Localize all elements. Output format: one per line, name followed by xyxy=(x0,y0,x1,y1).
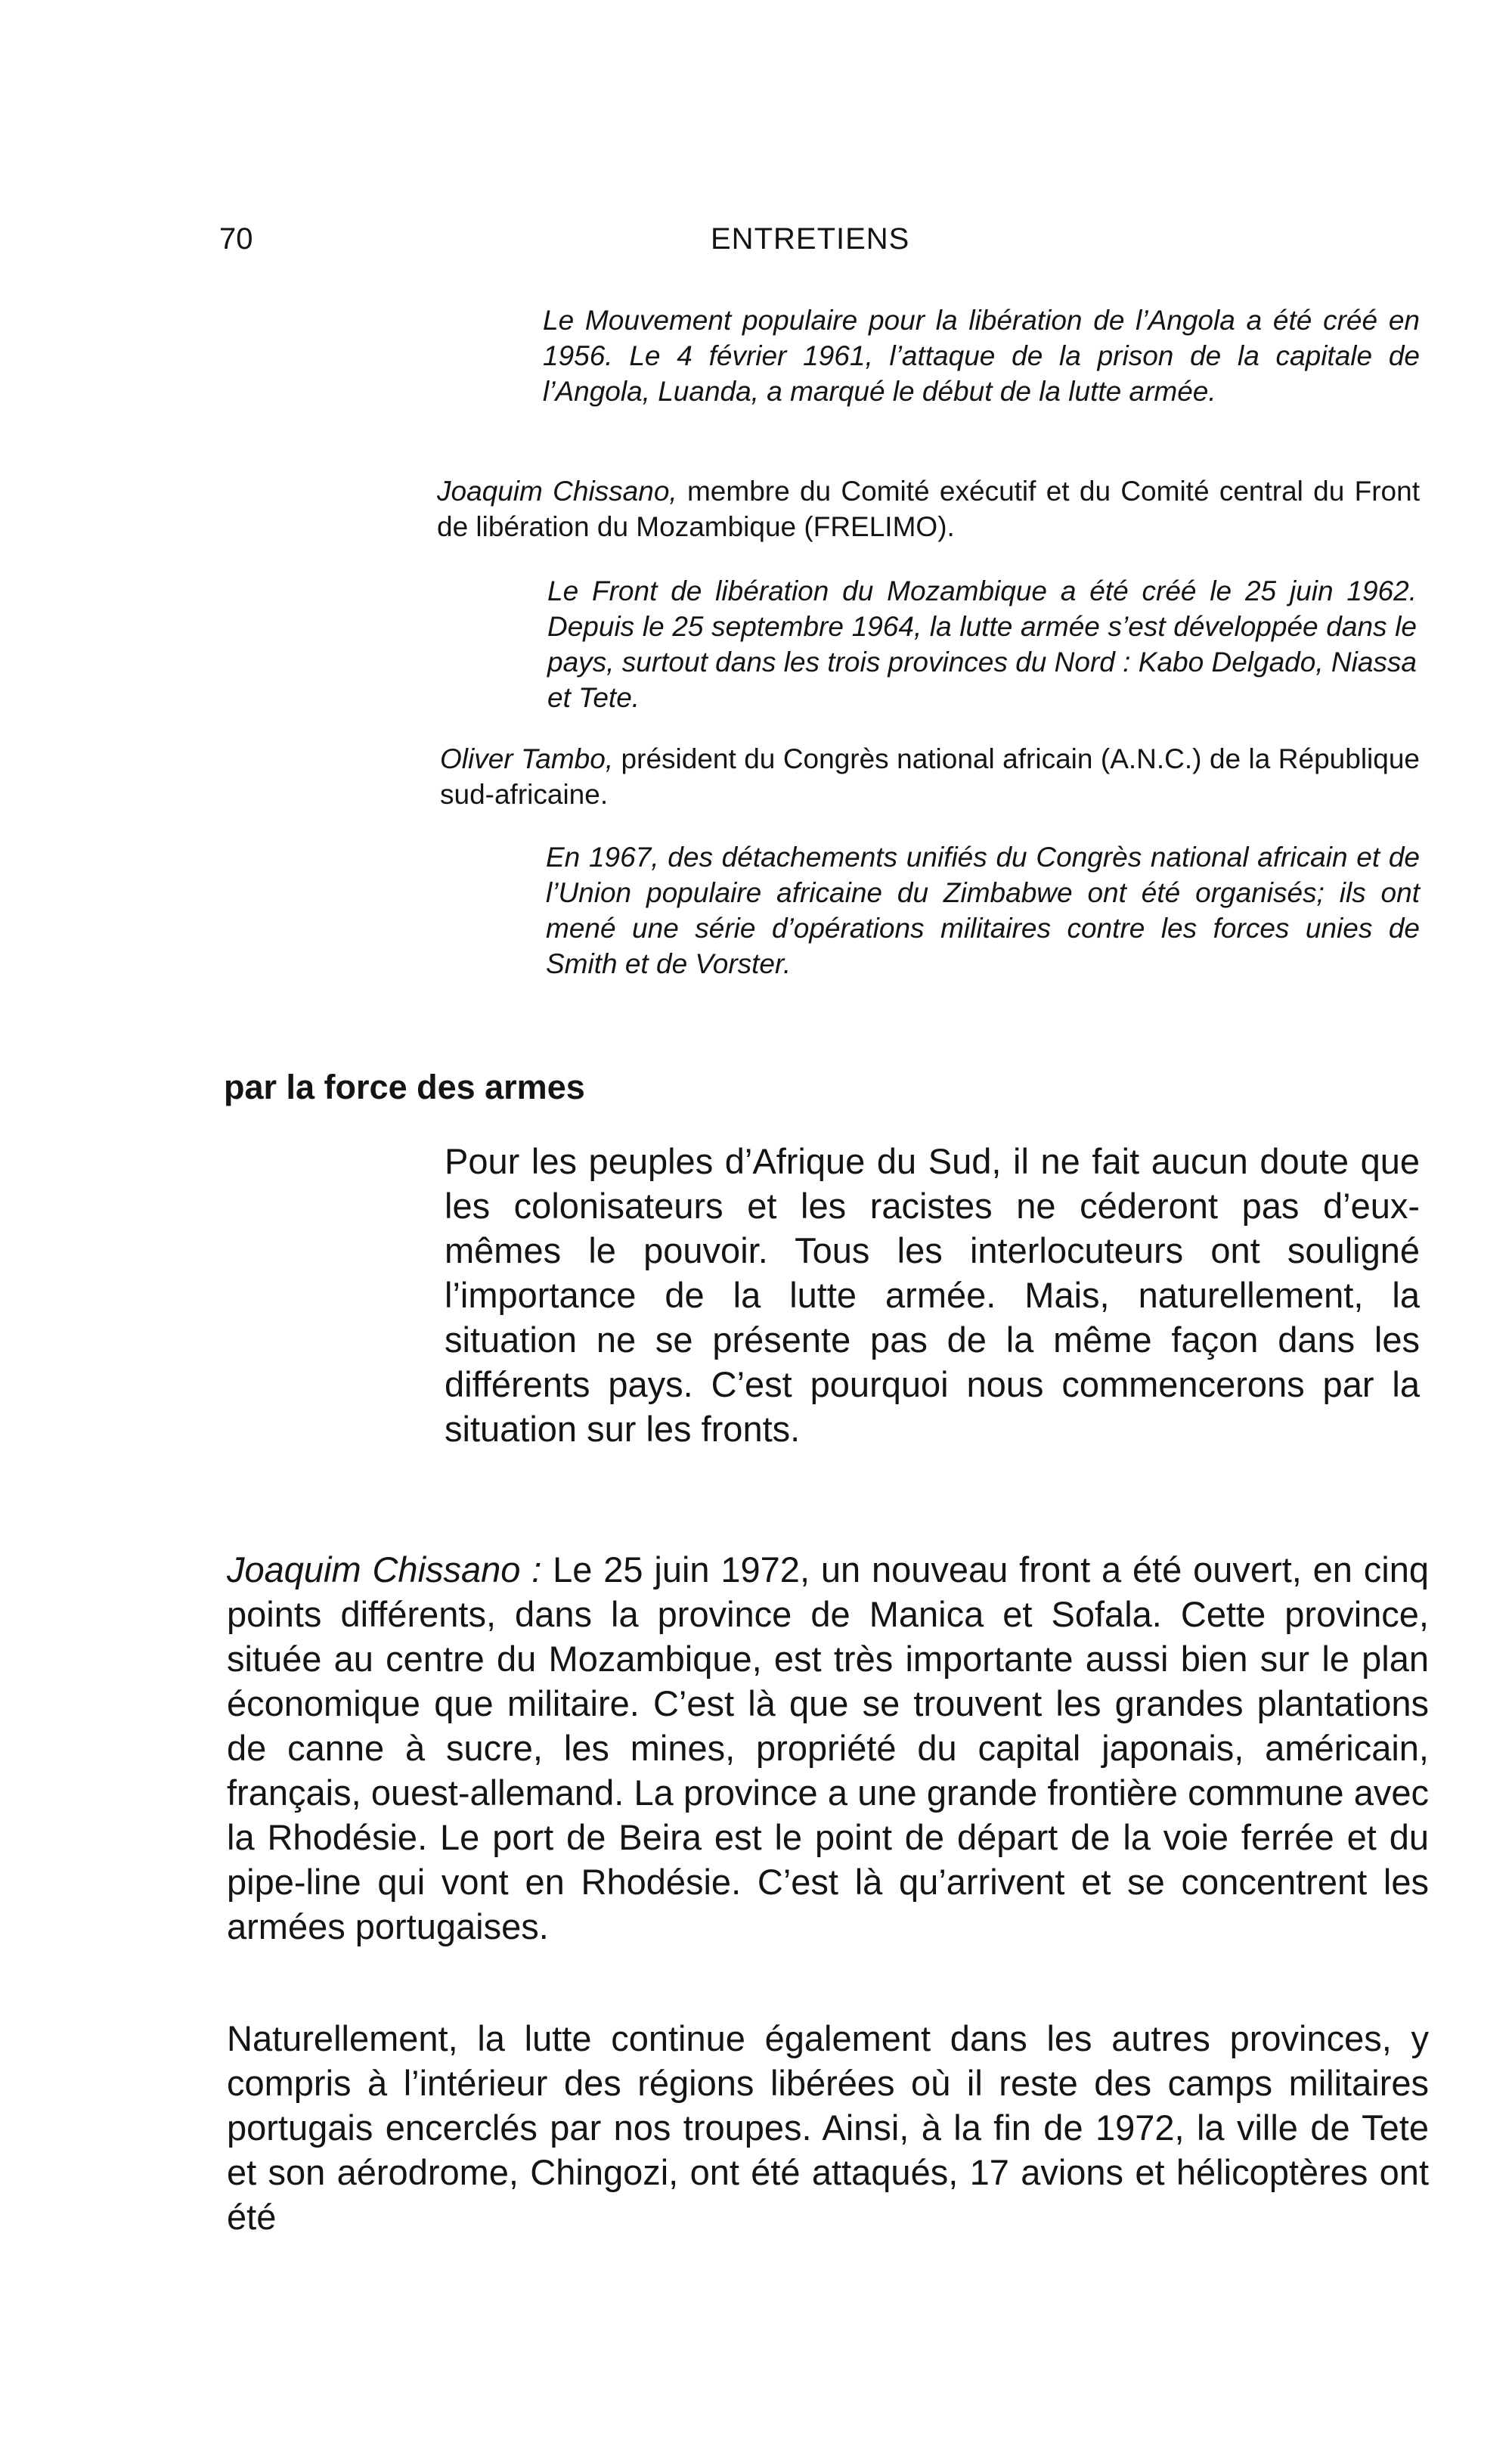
speaker-description: président du Congrès national africain (A.N.C.) de la République sud-africaine. xyxy=(440,743,1420,810)
speaker-name: Oliver Tambo, xyxy=(440,743,614,774)
note-mozambique: Le Front de libération du Mozambique a été créé le 25 juin 1962. Depuis le 25 septembre 1964, la lutte armée s’est développée dans le pays, surtout dans les trois provinces du Nord : Kabo Delgado, Niassa et Tete. xyxy=(547,575,1417,713)
body-paragraph-2: Naturellement, la lutte continue également dans les autres provinces, y compris à l’intérieur des régions libérées où il reste des camps militaires portugais encerclés par nos troupes. Ainsi, à la fin de 1972, la ville de Tete et son aérodrome, Chingozi, ont été attaqués, 17 avions et hélicoptères ont été xyxy=(227,2018,1429,2237)
note-south-africa: En 1967, des détachements unifiés du Congrès national africain et de l’Union populaire africaine du Zimbabwe ont été organisés; ils ont mené une série d’opérations militaires contre les forces unies de Smith et de Vorster. xyxy=(546,842,1420,979)
running-head: ENTRETIENS xyxy=(711,222,910,256)
speaker-name: Joaquim Chissano, xyxy=(437,476,677,507)
note-angola: Le Mouvement populaire pour la libération de l’Angola a été créé en 1956. Le 4 février 1961, l’attaque de la prison de la capitale de l’Angola, Luanda, a marqué le début de la lutte armée. xyxy=(543,305,1420,407)
body-paragraph-1 xyxy=(227,1547,1429,1949)
page-header xyxy=(219,216,1308,262)
section-heading: par la force des armes xyxy=(224,1068,585,1106)
speaker-description: membre du Comité exécutif et du Comité central du Front de libération du Mozambique (FRELIMO). xyxy=(437,476,1420,542)
speaker-tambo xyxy=(440,741,1420,812)
section-intro: Pour les peuples d’Afrique du Sud, il ne fait aucun doute que les colonisateurs et les racistes ne céderont pas d’eux-mêmes le pouvoir. Tous les interlocuteurs ont souligné l’importance de la lutte armée. Mais, naturellement, la situation ne se présente pas de la même façon dans les différents pays. C’est pourquoi nous commencerons par la situation sur les fronts. xyxy=(445,1141,1420,1449)
body-text-1: Le 25 juin 1972, un nouveau front a été ouvert, en cinq points différents, dans la province de Manica et Sofala. Cette province, située au centre du Mozambique, est très importante aussi bien sur le plan économique que militaire. C’est là que se trouvent les grandes plantations de canne à sucre, les mines, propriété du capital japonais, américain, français, ouest-allemand. La province a une grande frontière commune avec la Rhodésie. Le port de Beira est le point de départ de la voie ferrée et du pipe-line qui vont en Rhodésie. C’est là qu’arrivent et se concentrent les armées portugaises. xyxy=(227,1549,1429,1946)
speaker-chissano xyxy=(437,473,1420,544)
page-number: 70 xyxy=(219,222,253,256)
body-speaker: Joaquim Chissano : xyxy=(227,1549,542,1590)
